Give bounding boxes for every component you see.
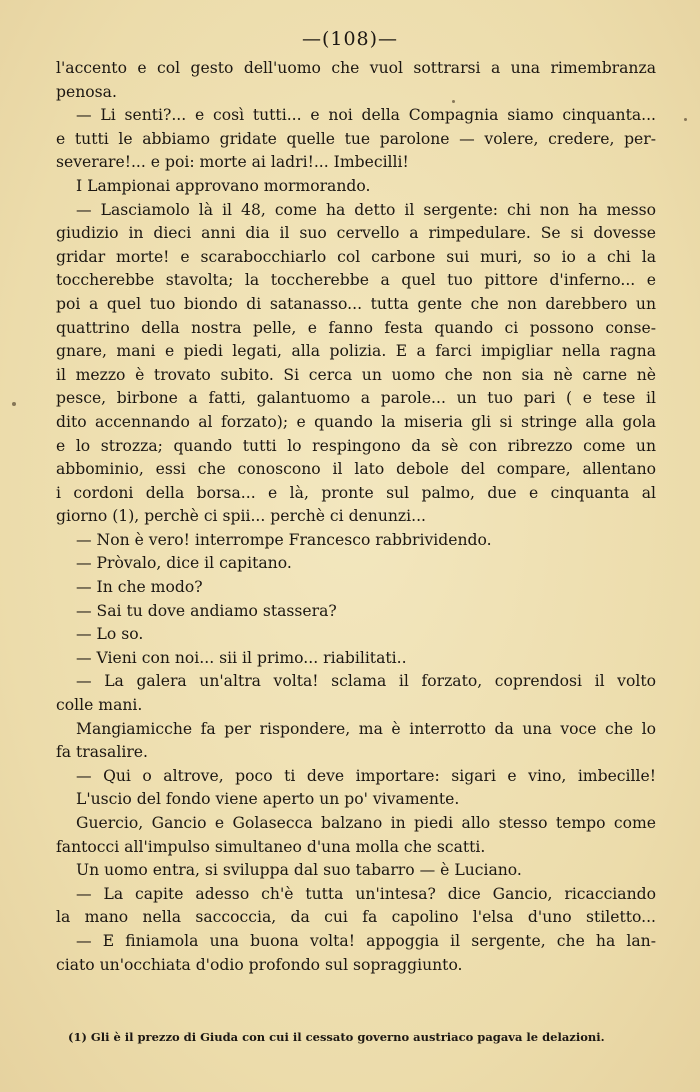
text-line: pesce, birbone a fatti, galantuomo a parole... un tuo pari ( e tese il [56,389,656,408]
text-line: poi a quel tuo biondo di satanasso... tutta gente che non darebbero un [56,294,656,313]
text-line: giorno (1), perchè ci spii... perchè ci denunzi... [56,507,427,526]
text-line: — Lo so. [76,625,144,644]
text-line: — Pròvalo, dice il capitano. [76,554,292,573]
text-line: L'uscio del fondo viene aperto un po' vivamente. [76,790,460,809]
text-line: — La capite adesso ch'è tutta un'intesa? dice Gancio, ricacciando [76,884,656,903]
text-line: — Vieni con noi... sii il primo... riabilitati.. [76,648,407,667]
text-line: severare!... e poi: morte ai ladri!... Imbecilli! [56,153,409,172]
text-line: colle mani. [56,696,143,715]
text-line: — Sai tu dove andiamo stassera? [76,601,337,620]
text-line: dito accennando al forzato); e quando la miseria gli si stringe alla gola [56,412,656,431]
text-line: i cordoni della borsa... e là, pronte sul palmo, due e cinquanta al [56,483,656,502]
text-line: — Qui o altrove, poco ti deve importare: sigari e vino, imbecille! [76,766,656,785]
text-line: Un uomo entra, si sviluppa dal suo tabarro — è Luciano. [76,861,522,880]
text-line: abbominio, essi che conoscono il lato debole del compare, allentano [56,460,656,479]
text-line: e tutti le abbiamo gridate quelle tue parolone — volere, credere, per- [56,129,656,148]
text-line: — Li senti?... e così tutti... e noi della Compagnia siamo cinquanta... [76,106,656,125]
text-line: — Lasciamolo là il 48, come ha detto il sergente: chi non ha messo [76,200,656,219]
text-line: gridar morte! e scarabocchiarlo col carbone sui muri, so io a chi la [56,247,656,266]
text-line: — E finiamola una buona volta! appoggia il sergente, che ha lan- [76,931,656,950]
text-line: — La galera un'altra volta! sclama il forzato, coprendosi il volto [76,672,656,691]
text-line: fa trasalire. [56,743,148,762]
text-line: l'accento e col gesto dell'uomo che vuol sottrarsi a una rimembranza [56,59,656,77]
text-line: Mangiamicche fa per rispondere, ma è interrotto da una voce che lo [76,719,656,738]
text-line: fantocci all'impulso simultaneo d'una molla che scatti. [56,837,486,856]
text-line: penosa. [56,82,117,101]
ink-speck [12,402,16,406]
text-line: — Non è vero! interrompe Francesco rabbrividendo. [76,530,492,549]
text-line: la mano nella saccoccia, da cui fa capolino l'elsa d'uno stiletto... [56,908,656,927]
text-line: quattrino della nostra pelle, e fanno festa quando ci possono conse- [56,318,656,337]
text-line: Guercio, Gancio e Golasecca balzano in piedi allo stesso tempo come [76,814,656,832]
footnote: (1) Gli è il prezzo di Giuda con cui il cessato governo austriaco pagava le delazioni. [68,1030,605,1044]
page-header: —(108)— [301,28,399,50]
text-line: gnare, mani e piedi legati, alla polizia. E a farci impigliar nella ragna [56,342,656,361]
ink-speck [452,100,455,103]
text-line: I Lampionai approvano mormorando. [76,176,371,195]
text-line: toccherebbe stavolta; la toccherebbe a quel tuo pittore d'inferno... e [56,271,656,290]
ink-speck [684,118,687,121]
text-line: e lo strozza; quando tutti lo respingono da sè con ribrezzo come un [56,436,656,455]
text-line: — In che modo? [76,578,203,597]
text-line: il mezzo è trovato subito. Si cerca un uomo che non sia nè carne nè [56,365,656,384]
text-line: ciato un'occhiata d'odio profondo sul sopraggiunto. [56,955,463,974]
body-text [56,57,656,977]
text-line: giudizio in dieci anni dia il suo cervello a rimpedulare. Se si dovesse [56,224,656,243]
